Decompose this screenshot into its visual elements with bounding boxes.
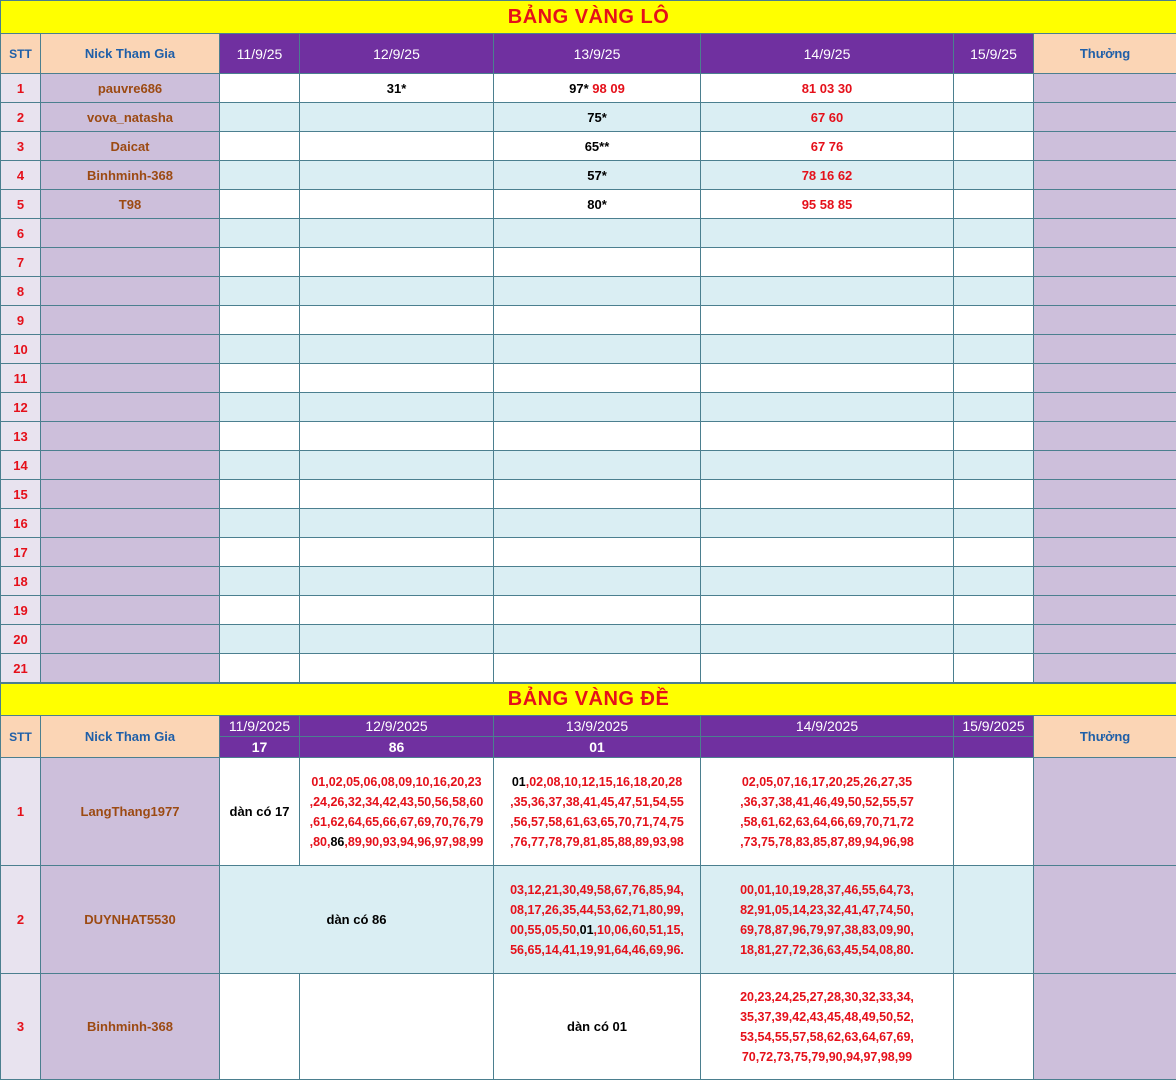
de-result-5 <box>954 737 1034 758</box>
lo-row-stt: 9 <box>1 306 41 335</box>
lo-row-d4: 95 58 85 <box>701 190 954 219</box>
lo-row-d5 <box>954 509 1034 538</box>
lo-row-d5 <box>954 393 1034 422</box>
de-row-d4 <box>701 974 954 1080</box>
lo-row-d1 <box>220 364 300 393</box>
lo-row-d2: 31* <box>300 74 494 103</box>
lo-row-d4 <box>701 451 954 480</box>
lo-row-d1 <box>220 74 300 103</box>
lo-row-d2 <box>300 509 494 538</box>
de-header-date-1: 11/9/2025 <box>220 716 300 737</box>
number-list-segment: 01,02,05,06,08,09,10,16,20,23 <box>311 774 482 789</box>
number-list-segment: 69,78,87,96,79,97,38,83,09,90, <box>740 922 914 937</box>
lo-row-nick[interactable] <box>41 393 220 422</box>
lo-row-nick[interactable] <box>41 364 220 393</box>
lo-header-date-1: 11/9/25 <box>220 34 300 74</box>
lo-row-d4 <box>701 248 954 277</box>
lo-row-nick[interactable] <box>41 480 220 509</box>
lo-row-d3 <box>494 190 701 219</box>
de-row-d3: dàn có 01 <box>494 974 701 1080</box>
lo-row-d1 <box>220 306 300 335</box>
lo-row-d1 <box>220 219 300 248</box>
lo-row <box>1 654 1176 683</box>
lo-row-thuong <box>1034 422 1176 451</box>
lo-row-d3 <box>494 277 701 306</box>
lo-row-stt: 18 <box>1 567 41 596</box>
lo-row-d3 <box>494 219 701 248</box>
lo-row-d3-lo: 57* <box>587 167 607 183</box>
lo-row <box>1 248 1176 277</box>
de-row-stt: 1 <box>1 758 41 866</box>
lo-row-nick[interactable] <box>41 538 220 567</box>
lo-row-nick[interactable]: Daicat <box>41 132 220 161</box>
number-list-segment: 56,65,14,41,19,91,64,46,69,96. <box>510 942 684 957</box>
lo-row-d2 <box>300 625 494 654</box>
lo-row-d3 <box>494 625 701 654</box>
de-result-4 <box>701 737 954 758</box>
lo-row-nick[interactable] <box>41 335 220 364</box>
lo-row-d5 <box>954 654 1034 683</box>
lo-row-stt: 19 <box>1 596 41 625</box>
lo-row-stt: 7 <box>1 248 41 277</box>
lo-row-d1 <box>220 422 300 451</box>
lo-header-nick: Nick Tham Gia <box>41 34 220 74</box>
lo-row-d3 <box>494 132 701 161</box>
lo-row-d1 <box>220 190 300 219</box>
lo-row <box>1 103 1176 132</box>
lo-row-d3 <box>494 509 701 538</box>
lo-row-d3 <box>494 335 701 364</box>
de-row <box>1 758 1176 866</box>
lo-row-thuong <box>1034 538 1176 567</box>
lo-row-d3-lo: 97* <box>569 80 589 96</box>
lo-row-d2 <box>300 480 494 509</box>
lo-row-stt: 1 <box>1 74 41 103</box>
lo-row-d4 <box>701 393 954 422</box>
lo-row-nick[interactable] <box>41 219 220 248</box>
lo-row-thuong <box>1034 74 1176 103</box>
lo-row-d5 <box>954 335 1034 364</box>
lo-row-d5 <box>954 480 1034 509</box>
de-row-stt: 3 <box>1 974 41 1080</box>
lo-row <box>1 161 1176 190</box>
lo-row-d2 <box>300 451 494 480</box>
lo-row-d2 <box>300 567 494 596</box>
lo-row-d5 <box>954 190 1034 219</box>
lo-row <box>1 335 1176 364</box>
lo-row-d2 <box>300 654 494 683</box>
lo-row-nick[interactable] <box>41 596 220 625</box>
lo-row-d4 <box>701 277 954 306</box>
lo-row-stt: 6 <box>1 219 41 248</box>
number-list-segment: 53,54,55,57,58,62,63,64,67,69, <box>740 1029 914 1044</box>
lo-row-d2 <box>300 219 494 248</box>
lo-row-stt: 2 <box>1 103 41 132</box>
lo-row-d1 <box>220 132 300 161</box>
lo-row-nick[interactable] <box>41 422 220 451</box>
de-title: BẢNG VÀNG ĐỀ <box>1 684 1176 716</box>
lo-row-nick[interactable] <box>41 625 220 654</box>
de-header-stt: STT <box>1 716 41 758</box>
de-header-nick: Nick Tham Gia <box>41 716 220 758</box>
lo-row-d4: 81 03 30 <box>701 74 954 103</box>
lo-row-d2 <box>300 103 494 132</box>
lo-row-thuong <box>1034 306 1176 335</box>
number-list-segment: ,58,61,62,63,64,66,69,70,71,72 <box>740 814 914 829</box>
lo-row-d1 <box>220 451 300 480</box>
lo-row-stt: 11 <box>1 364 41 393</box>
de-row-nick[interactable]: LangThang1977 <box>41 758 220 866</box>
lo-row-d5 <box>954 219 1034 248</box>
lo-row-d4 <box>701 509 954 538</box>
de-row-nick[interactable]: DUYNHAT5530 <box>41 866 220 974</box>
number-list-segment: ,35,36,37,38,41,45,47,51,54,55 <box>510 794 684 809</box>
de-row-d5 <box>954 866 1034 974</box>
lo-row <box>1 480 1176 509</box>
lo-row-d3 <box>494 364 701 393</box>
lo-row <box>1 567 1176 596</box>
de-row-d5 <box>954 974 1034 1080</box>
de-header-date-5: 15/9/2025 <box>954 716 1034 737</box>
lo-row-d2 <box>300 306 494 335</box>
lo-row-d3 <box>494 538 701 567</box>
lo-header-date-5: 15/9/25 <box>954 34 1034 74</box>
lo-row-d3 <box>494 306 701 335</box>
number-list-segment: 08,17,26,35,44,53,62,71,80,99, <box>510 902 684 917</box>
lo-header-thuong: Thưởng <box>1034 34 1176 74</box>
de-row-stt: 2 <box>1 866 41 974</box>
lo-row <box>1 306 1176 335</box>
lo-row-d5 <box>954 248 1034 277</box>
lo-row <box>1 219 1176 248</box>
lo-row-d2 <box>300 335 494 364</box>
lo-row <box>1 364 1176 393</box>
de-row-d3 <box>494 866 701 974</box>
lo-row-d4 <box>701 625 954 654</box>
lo-row-stt: 5 <box>1 190 41 219</box>
lo-row-thuong <box>1034 364 1176 393</box>
lo-row-thuong <box>1034 480 1176 509</box>
lo-header-stt: STT <box>1 34 41 74</box>
lo-row <box>1 422 1176 451</box>
number-list-segment: 82,91,05,14,23,32,41,47,74,50, <box>740 902 914 917</box>
lo-row <box>1 451 1176 480</box>
lo-row-stt: 14 <box>1 451 41 480</box>
lo-row <box>1 277 1176 306</box>
number-list-segment: ,56,57,58,61,63,65,70,71,74,75 <box>510 814 684 829</box>
lo-row-nick[interactable]: pauvre686 <box>41 74 220 103</box>
lo-row-d3 <box>494 422 701 451</box>
number-list-segment: ,10,06,60,51,15, <box>593 922 684 937</box>
lo-row-d4 <box>701 335 954 364</box>
lo-row-stt: 21 <box>1 654 41 683</box>
lo-row-d1 <box>220 480 300 509</box>
lo-row-d4 <box>701 538 954 567</box>
number-list-segment: 00,55,05,50, <box>510 922 580 937</box>
lo-row <box>1 625 1176 654</box>
lo-row-d2 <box>300 161 494 190</box>
de-row-d4 <box>701 758 954 866</box>
number-list-segment: 03,12,21,30,49,58,67,76,85,94, <box>510 882 684 897</box>
de-row-d3 <box>494 758 701 866</box>
number-list-segment: ,73,75,78,83,85,87,89,94,96,98 <box>740 834 914 849</box>
lo-row-d4 <box>701 596 954 625</box>
lo-row-d5 <box>954 306 1034 335</box>
lo-row-thuong <box>1034 161 1176 190</box>
lo-row-thuong <box>1034 132 1176 161</box>
lo-row-d5 <box>954 103 1034 132</box>
lo-row-d3-extra: 98 09 <box>592 80 625 96</box>
lo-row-d4 <box>701 654 954 683</box>
lo-row-stt: 15 <box>1 480 41 509</box>
de-result-2: 86 <box>300 737 494 758</box>
lo-header-date-2: 12/9/25 <box>300 34 494 74</box>
de-row-d2 <box>300 974 494 1080</box>
lo-row <box>1 132 1176 161</box>
number-list-segment: ,76,77,78,79,81,85,88,89,93,98 <box>510 834 684 849</box>
lo-row-d2 <box>300 132 494 161</box>
lo-row <box>1 393 1176 422</box>
lo-row-d1 <box>220 103 300 132</box>
de-row-d2 <box>300 758 494 866</box>
lo-row-nick[interactable] <box>41 248 220 277</box>
lo-row-d5 <box>954 74 1034 103</box>
lo-row <box>1 538 1176 567</box>
lo-row-stt: 12 <box>1 393 41 422</box>
lo-row-nick[interactable] <box>41 654 220 683</box>
lo-row-nick[interactable] <box>41 509 220 538</box>
lo-row-d4: 67 76 <box>701 132 954 161</box>
lo-row-d1 <box>220 161 300 190</box>
de-row-d1 <box>220 974 300 1080</box>
de-row-thuong <box>1034 758 1176 866</box>
lo-row-d3 <box>494 596 701 625</box>
lo-row-d4 <box>701 219 954 248</box>
lo-row-d5 <box>954 161 1034 190</box>
lo-row-thuong <box>1034 219 1176 248</box>
lo-row-stt: 8 <box>1 277 41 306</box>
lo-row-nick[interactable] <box>41 567 220 596</box>
de-row <box>1 974 1176 1080</box>
lo-row-thuong <box>1034 277 1176 306</box>
lo-row-d1 <box>220 567 300 596</box>
lo-row-d3 <box>494 161 701 190</box>
lo-row-d1 <box>220 248 300 277</box>
de-row-d4 <box>701 866 954 974</box>
lo-row-d4 <box>701 480 954 509</box>
number-list-segment: 02,05,07,16,17,20,25,26,27,35 <box>741 774 913 789</box>
lo-row-d4 <box>701 567 954 596</box>
lo-row-d3 <box>494 654 701 683</box>
lo-row-thuong <box>1034 509 1176 538</box>
lo-row-thuong <box>1034 248 1176 277</box>
lo-row <box>1 190 1176 219</box>
de-row-d1: dàn có 17 <box>220 758 300 866</box>
lo-row-d4 <box>701 422 954 451</box>
lo-row-nick[interactable]: vova_natasha <box>41 103 220 132</box>
lo-row-nick[interactable] <box>41 277 220 306</box>
lo-row-stt: 13 <box>1 422 41 451</box>
lo-row-d4: 78 16 62 <box>701 161 954 190</box>
de-row-thuong <box>1034 866 1176 974</box>
number-list-segment: 35,37,39,42,43,45,48,49,50,52, <box>740 1009 914 1024</box>
lo-row-stt: 3 <box>1 132 41 161</box>
number-list-segment: ,02,08,10,12,15,16,18,20,28 <box>525 774 683 789</box>
lo-row-d1 <box>220 625 300 654</box>
lo-row-d3 <box>494 248 701 277</box>
lo-row-d5 <box>954 364 1034 393</box>
lo-row-thuong <box>1034 596 1176 625</box>
de-header-thuong: Thưởng <box>1034 716 1176 758</box>
de-header-date-4: 14/9/2025 <box>701 716 954 737</box>
lo-row-stt: 20 <box>1 625 41 654</box>
lo-row-thuong <box>1034 190 1176 219</box>
lo-row-thuong <box>1034 393 1176 422</box>
lo-row-thuong <box>1034 567 1176 596</box>
lo-header-date-4: 14/9/25 <box>701 34 954 74</box>
number-list-segment: 01 <box>511 774 526 789</box>
lo-row-d2 <box>300 596 494 625</box>
number-list-segment: 86 <box>330 834 345 849</box>
lo-row <box>1 74 1176 103</box>
lo-row-d2 <box>300 277 494 306</box>
lo-row-d3 <box>494 103 701 132</box>
lo-row-nick[interactable] <box>41 451 220 480</box>
de-result-1: 17 <box>220 737 300 758</box>
lo-row-d3 <box>494 74 701 103</box>
lo-row-thuong <box>1034 625 1176 654</box>
lo-row-d3 <box>494 567 701 596</box>
lo-row-d1 <box>220 538 300 567</box>
de-header-date-3: 13/9/2025 <box>494 716 701 737</box>
de-row-d5 <box>954 758 1034 866</box>
lo-row-d5 <box>954 538 1034 567</box>
lo-row-thuong <box>1034 654 1176 683</box>
lo-row-d2 <box>300 364 494 393</box>
lo-row-d4: 67 60 <box>701 103 954 132</box>
de-row <box>1 866 1176 974</box>
number-list-segment: 20,23,24,25,27,28,30,32,33,34, <box>740 989 914 1004</box>
number-list-segment: 01 <box>579 922 594 937</box>
lo-row-stt: 4 <box>1 161 41 190</box>
lo-row-d1 <box>220 335 300 364</box>
lo-row-d1 <box>220 596 300 625</box>
number-list-segment: ,61,62,64,65,66,67,69,70,76,79 <box>309 814 484 829</box>
lo-row-d3 <box>494 451 701 480</box>
lo-row-d5 <box>954 596 1034 625</box>
lo-row-thuong <box>1034 451 1176 480</box>
lo-row-d5 <box>954 625 1034 654</box>
lo-row-d5 <box>954 422 1034 451</box>
lo-row-d4 <box>701 306 954 335</box>
lo-row-thuong <box>1034 103 1176 132</box>
lo-row-d1 <box>220 654 300 683</box>
number-list-segment: 18,81,27,72,36,63,45,54,08,80. <box>740 942 914 957</box>
de-header-date-2: 12/9/2025 <box>300 716 494 737</box>
lo-row-d1 <box>220 393 300 422</box>
lo-row-nick[interactable]: T98 <box>41 190 220 219</box>
lo-row-d1 <box>220 509 300 538</box>
de-row-d12: dàn có 86 <box>220 866 494 974</box>
lo-row-d3-lo: 65** <box>584 138 610 154</box>
de-table <box>0 683 1176 1080</box>
lo-row-thuong <box>1034 335 1176 364</box>
lo-row-d3 <box>494 480 701 509</box>
lo-row-stt: 16 <box>1 509 41 538</box>
lo-row-d5 <box>954 567 1034 596</box>
lo-row-d5 <box>954 132 1034 161</box>
lo-row-d5 <box>954 277 1034 306</box>
lo-row-d5 <box>954 451 1034 480</box>
lo-row-d3-lo: 80* <box>587 196 607 212</box>
lo-row <box>1 509 1176 538</box>
lo-row-d2 <box>300 190 494 219</box>
lo-title: BẢNG VÀNG LÔ <box>1 1 1176 34</box>
number-list-segment: 70,72,73,75,79,90,94,97,98,99 <box>741 1049 913 1064</box>
lo-row <box>1 596 1176 625</box>
number-list-segment: ,24,26,32,34,42,43,50,56,58,60 <box>309 794 484 809</box>
de-row-nick[interactable]: Binhminh-368 <box>41 974 220 1080</box>
de-result-3: 01 <box>494 737 701 758</box>
lo-row-stt: 10 <box>1 335 41 364</box>
number-list-segment: ,89,90,93,94,96,97,98,99 <box>344 834 484 849</box>
number-list-segment: ,80, <box>309 834 331 849</box>
lo-row-d2 <box>300 422 494 451</box>
lo-row-d4 <box>701 364 954 393</box>
lo-row-d3 <box>494 393 701 422</box>
lo-row-stt: 17 <box>1 538 41 567</box>
lo-row-d2 <box>300 393 494 422</box>
lo-row-d1 <box>220 277 300 306</box>
lo-row-nick[interactable]: Binhminh-368 <box>41 161 220 190</box>
lo-header-date-3: 13/9/25 <box>494 34 701 74</box>
de-row-thuong <box>1034 974 1176 1080</box>
lo-row-d2 <box>300 538 494 567</box>
lo-row-d3-lo: 75* <box>587 109 607 125</box>
lo-row-nick[interactable] <box>41 306 220 335</box>
lo-row-d2 <box>300 248 494 277</box>
number-list-segment: 00,01,10,19,28,37,46,55,64,73, <box>740 882 914 897</box>
number-list-segment: ,36,37,38,41,46,49,50,52,55,57 <box>740 794 914 809</box>
